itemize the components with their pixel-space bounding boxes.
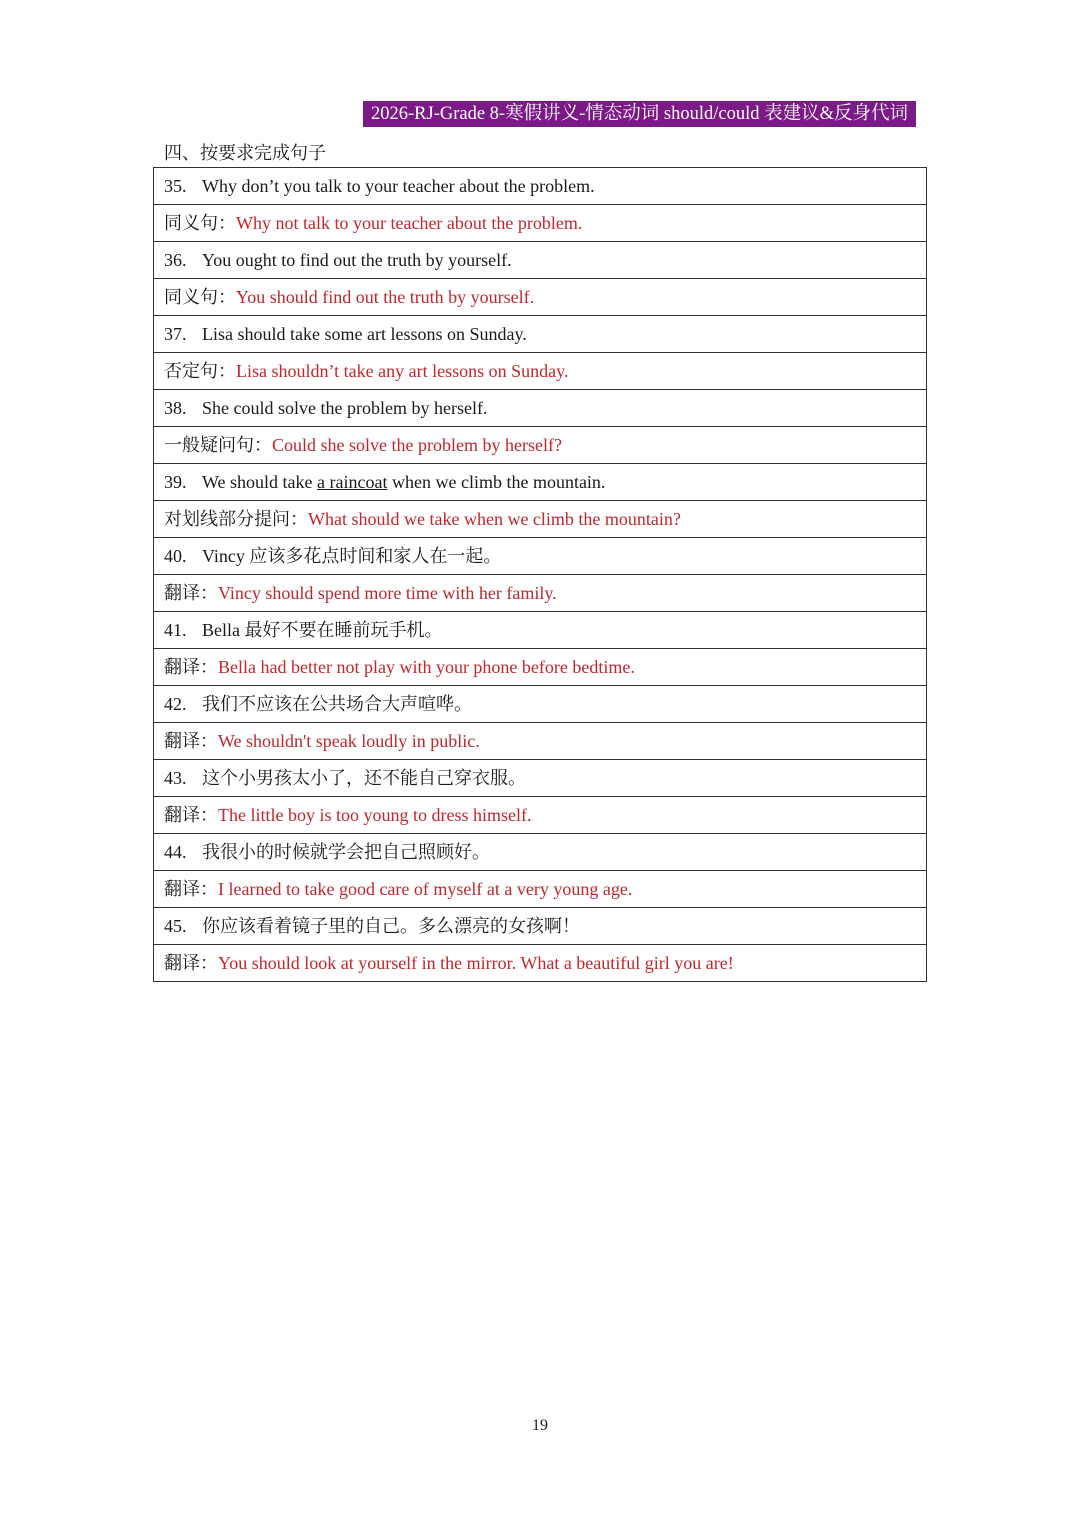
answer-cell <box>154 353 927 390</box>
answer-text: I learned to take good care of myself at a very young age. <box>218 879 633 899</box>
question-number: 43. <box>164 768 187 788</box>
answer-text: Could she solve the problem by herself? <box>272 435 562 455</box>
answer-row <box>154 279 927 316</box>
question-number: 39. <box>164 472 187 492</box>
question-row <box>154 908 927 945</box>
answer-label: 否定句： <box>164 361 236 381</box>
underlined-phrase: a raincoat <box>317 472 388 492</box>
question-cell <box>154 464 927 501</box>
question-cell <box>154 908 927 945</box>
question-row <box>154 538 927 575</box>
question-text-before: We should take <box>202 472 318 492</box>
answer-cell <box>154 205 927 242</box>
question-row <box>154 686 927 723</box>
question-row <box>154 464 927 501</box>
question-row <box>154 390 927 427</box>
answer-label: 同义句： <box>164 213 236 233</box>
answer-row <box>154 723 927 760</box>
question-number: 38. <box>164 398 187 418</box>
question-number: 35. <box>164 176 187 196</box>
question-text: 这个小男孩太小了，还不能自己穿衣服。 <box>202 768 526 788</box>
question-cell <box>154 242 927 279</box>
question-cell <box>154 612 927 649</box>
answer-text: You should look at yourself in the mirror. What a beautiful girl you are! <box>218 953 734 973</box>
answer-label: 一般疑问句： <box>164 435 272 455</box>
page-number: 19 <box>532 1417 548 1434</box>
question-number: 37. <box>164 324 187 344</box>
question-text: Why don’t you talk to your teacher about the problem. <box>202 176 595 196</box>
answer-text: Why not talk to your teacher about the problem. <box>236 213 583 233</box>
answer-label: 翻译： <box>164 953 218 973</box>
answer-cell <box>154 945 927 982</box>
question-text: 你应该看着镜子里的自己。多么漂亮的女孩啊！ <box>202 916 580 936</box>
answer-text: Lisa shouldn’t take any art lessons on Sunday. <box>236 361 569 381</box>
question-row <box>154 612 927 649</box>
answer-row <box>154 205 927 242</box>
answer-text: We shouldn't speak loudly in public. <box>218 731 480 751</box>
document-header-banner: 2026-RJ-Grade 8-寒假讲义-情态动词 should/could 表建议&反身代词 <box>363 101 916 127</box>
section-title: 四、按要求完成句子 <box>164 143 326 163</box>
answer-row <box>154 871 927 908</box>
question-text: She could solve the problem by herself. <box>202 398 488 418</box>
answer-text: What should we take when we climb the mountain? <box>308 509 681 529</box>
question-cell <box>154 760 927 797</box>
question-number: 45. <box>164 916 187 936</box>
question-cell <box>154 834 927 871</box>
answer-label: 翻译： <box>164 583 218 603</box>
question-text: Vincy 应该多花点时间和家人在一起。 <box>202 546 502 566</box>
answer-text: You should find out the truth by yourself. <box>236 287 535 307</box>
question-cell <box>154 686 927 723</box>
answer-row <box>154 945 927 982</box>
answer-label: 同义句： <box>164 287 236 307</box>
exercise-table <box>153 167 927 982</box>
answer-cell <box>154 871 927 908</box>
question-row <box>154 242 927 279</box>
question-text: You ought to find out the truth by yourself. <box>202 250 512 270</box>
answer-row <box>154 575 927 612</box>
question-row <box>154 834 927 871</box>
answer-row <box>154 353 927 390</box>
question-row <box>154 316 927 353</box>
answer-label: 翻译： <box>164 805 218 825</box>
answer-cell <box>154 797 927 834</box>
question-text: 我们不应该在公共场合大声喧哗。 <box>202 694 472 714</box>
question-cell <box>154 168 927 205</box>
answer-label: 对划线部分提问： <box>164 509 308 529</box>
answer-row <box>154 797 927 834</box>
question-number: 36. <box>164 250 187 270</box>
answer-label: 翻译： <box>164 731 218 751</box>
answer-cell <box>154 649 927 686</box>
question-number: 41. <box>164 620 187 640</box>
question-text: Bella 最好不要在睡前玩手机。 <box>202 620 443 640</box>
answer-cell <box>154 723 927 760</box>
answer-label: 翻译： <box>164 879 218 899</box>
answer-label: 翻译： <box>164 657 218 677</box>
question-number: 42. <box>164 694 187 714</box>
question-cell <box>154 390 927 427</box>
answer-row <box>154 427 927 464</box>
question-cell <box>154 316 927 353</box>
answer-text: Vincy should spend more time with her family. <box>218 583 557 603</box>
question-text: Lisa should take some art lessons on Sunday. <box>202 324 527 344</box>
answer-cell <box>154 575 927 612</box>
question-text: 我很小的时候就学会把自己照顾好。 <box>202 842 490 862</box>
question-number: 44. <box>164 842 187 862</box>
question-row <box>154 760 927 797</box>
question-row <box>154 168 927 205</box>
question-number: 40. <box>164 546 187 566</box>
answer-row <box>154 501 927 538</box>
answer-cell <box>154 501 927 538</box>
question-cell <box>154 538 927 575</box>
answer-cell <box>154 279 927 316</box>
answer-text: The little boy is too young to dress himself. <box>218 805 532 825</box>
answer-cell <box>154 427 927 464</box>
answer-text: Bella had better not play with your phone before bedtime. <box>218 657 635 677</box>
question-text-after: when we climb the mountain. <box>387 472 606 492</box>
answer-row <box>154 649 927 686</box>
